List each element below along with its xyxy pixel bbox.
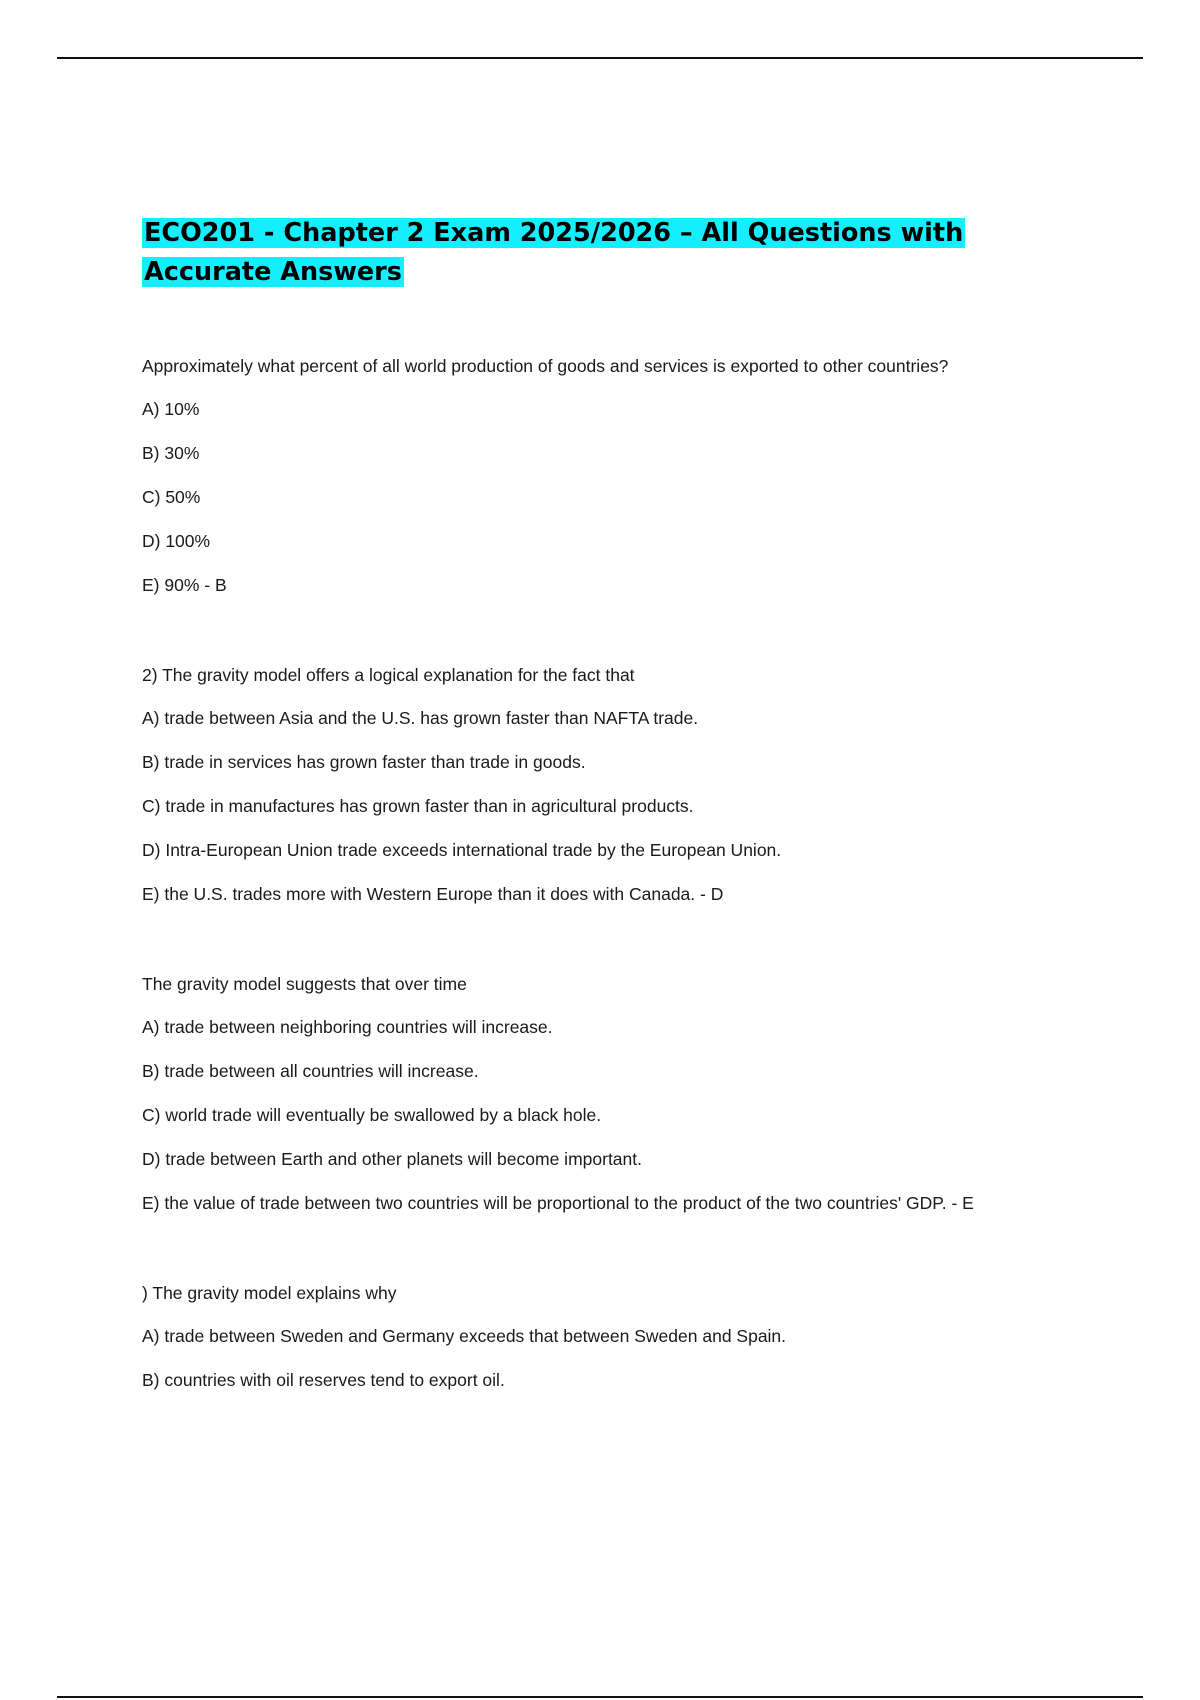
answer-option: A) trade between Sweden and Germany exceeds that between Sweden and Spain. — [142, 1326, 787, 1346]
answer-option: E) the value of trade between two countries will be proportional to the product of the two countries' GDP. - E — [142, 1193, 974, 1213]
answer-option: A) trade between neighboring countries will increase. — [142, 1017, 553, 1037]
answer-option: C) world trade will eventually be swallowed by a black hole. — [142, 1105, 602, 1125]
question-2 — [142, 661, 1042, 908]
question-stem: Approximately what percent of all world production of goods and services is exported to other countries? — [142, 356, 949, 376]
answer-option: D) Intra-European Union trade exceeds international trade by the European Union. — [142, 840, 782, 860]
answer-option: B) trade in services has grown faster than trade in goods. — [142, 752, 586, 772]
answer-option: E) 90% - B — [142, 575, 227, 595]
question-stem: ) The gravity model explains why — [142, 1283, 397, 1303]
document-body — [142, 214, 1042, 1394]
answer-option: D) 100% — [142, 531, 211, 551]
answer-option: B) 30% — [142, 443, 200, 463]
page-bottom-rule — [57, 1696, 1143, 1698]
question-3 — [142, 970, 1042, 1217]
page-top-rule — [57, 57, 1143, 59]
answer-option: A) 10% — [142, 399, 200, 419]
question-4 — [142, 1279, 1042, 1394]
document-title — [142, 214, 1042, 292]
document-title-text: ECO201 - Chapter 2 Exam 2025/2026 – All Questions with Accurate Answers — [144, 218, 964, 287]
answer-option: B) trade between all countries will increase. — [142, 1061, 479, 1081]
answer-option: C) 50% — [142, 487, 201, 507]
question-stem: The gravity model suggests that over time — [142, 974, 467, 994]
answer-option: A) trade between Asia and the U.S. has grown faster than NAFTA trade. — [142, 708, 699, 728]
question-1 — [142, 352, 1042, 599]
answer-option: E) the U.S. trades more with Western Europe than it does with Canada. - D — [142, 884, 724, 904]
question-stem: 2) The gravity model offers a logical explanation for the fact that — [142, 665, 635, 685]
answer-option: D) trade between Earth and other planets will become important. — [142, 1149, 642, 1169]
answer-option: B) countries with oil reserves tend to export oil. — [142, 1370, 505, 1390]
answer-option: C) trade in manufactures has grown faster than in agricultural products. — [142, 796, 694, 816]
